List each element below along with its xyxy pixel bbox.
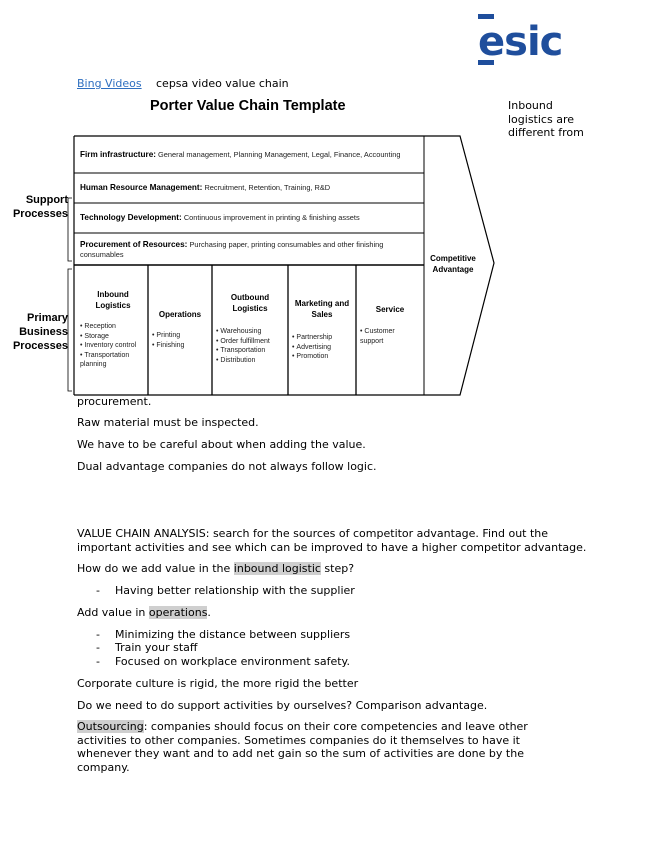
competitive-advantage-label: Competitive Advantage bbox=[430, 254, 476, 274]
list-item: • Promotion bbox=[292, 352, 356, 362]
col-title-inbound: Inbound Logistics bbox=[95, 290, 131, 310]
esic-logo bbox=[476, 14, 572, 68]
list-item: • Warehousing bbox=[216, 327, 288, 337]
note-outsourcing: Outsourcing: companies should focus on their core competencies and leave other activities to other companies. Sometimes companies do it themselves to have it whenever they want and to add net gain so the sum of activities are done by the company. bbox=[77, 720, 528, 774]
col-title-operations: Operations bbox=[158, 310, 202, 319]
list-item: • Transportation planning bbox=[80, 351, 146, 370]
list-item: • Storage bbox=[80, 332, 146, 342]
list-item: • Advertising bbox=[292, 343, 356, 353]
note-support-activities: Do we need to do support activities by ourselves? Comparison advantage. bbox=[77, 699, 488, 712]
cepsa-video-text: cepsa video value chain bbox=[156, 77, 289, 90]
list-item: • Transportation bbox=[216, 346, 288, 356]
col-title-marketing: Marketing and Sales bbox=[294, 299, 350, 319]
note-value-chain-analysis: VALUE CHAIN ANALYSIS: search for the sources of competitor advantage. Find out the important activities and see which can be improved to have a higher competitor advantage. bbox=[77, 527, 587, 554]
support-row-firm: Firm infrastructure: General management, Planning Management, Legal, Finance, Accounting bbox=[80, 150, 401, 159]
side-note: Inbound logistics are different from bbox=[508, 99, 584, 139]
list-item: • Finishing bbox=[152, 341, 210, 351]
list-item: • Distribution bbox=[216, 356, 288, 366]
primary-processes-label: Primary Business Processes bbox=[12, 312, 68, 352]
note-inbound-question: How do we add value in the inbound logistic step? bbox=[77, 562, 355, 575]
logo-text: esic bbox=[478, 19, 563, 65]
col-list-service bbox=[360, 327, 420, 346]
note-corporate-culture: Corporate culture is rigid, the more rigid the better bbox=[77, 677, 359, 690]
support-processes-label: Support Processes bbox=[12, 194, 68, 220]
support-row-hr: Human Resource Management: Recruitment, Retention, Training, R&D bbox=[80, 183, 331, 192]
note-raw-material: Raw material must be inspected. bbox=[77, 416, 259, 429]
note-careful: We have to be careful about when adding the value. bbox=[77, 438, 366, 451]
note-dual-advantage: Dual advantage companies do not always follow logic. bbox=[77, 460, 377, 473]
col-title-service: Service bbox=[375, 305, 405, 314]
list-item: • Partnership bbox=[292, 333, 356, 343]
list-item: • Reception bbox=[80, 322, 146, 332]
list-item: • Customer support bbox=[360, 327, 420, 346]
bing-videos-link[interactable]: Bing Videos bbox=[77, 77, 142, 90]
list-item: • Printing bbox=[152, 331, 210, 341]
col-list-outbound bbox=[216, 327, 288, 365]
diagram-title: Porter Value Chain Template bbox=[150, 98, 346, 114]
col-list-operations bbox=[152, 331, 210, 350]
list-item: • Order fulfillment bbox=[216, 337, 288, 347]
note-operations: Add value in operations. bbox=[77, 606, 211, 619]
support-row-tech: Technology Development: Continuous improvement in printing & finishing assets bbox=[80, 213, 360, 222]
note-procurement: procurement. bbox=[77, 395, 152, 408]
col-title-outbound: Outbound Logistics bbox=[230, 293, 270, 313]
support-row-procurement: Procurement of Resources: Purchasing paper, printing consumables and other finishing consumables bbox=[80, 240, 384, 259]
col-list-marketing bbox=[292, 333, 356, 362]
col-list-inbound bbox=[80, 322, 146, 370]
list-item: • Inventory control bbox=[80, 341, 146, 351]
